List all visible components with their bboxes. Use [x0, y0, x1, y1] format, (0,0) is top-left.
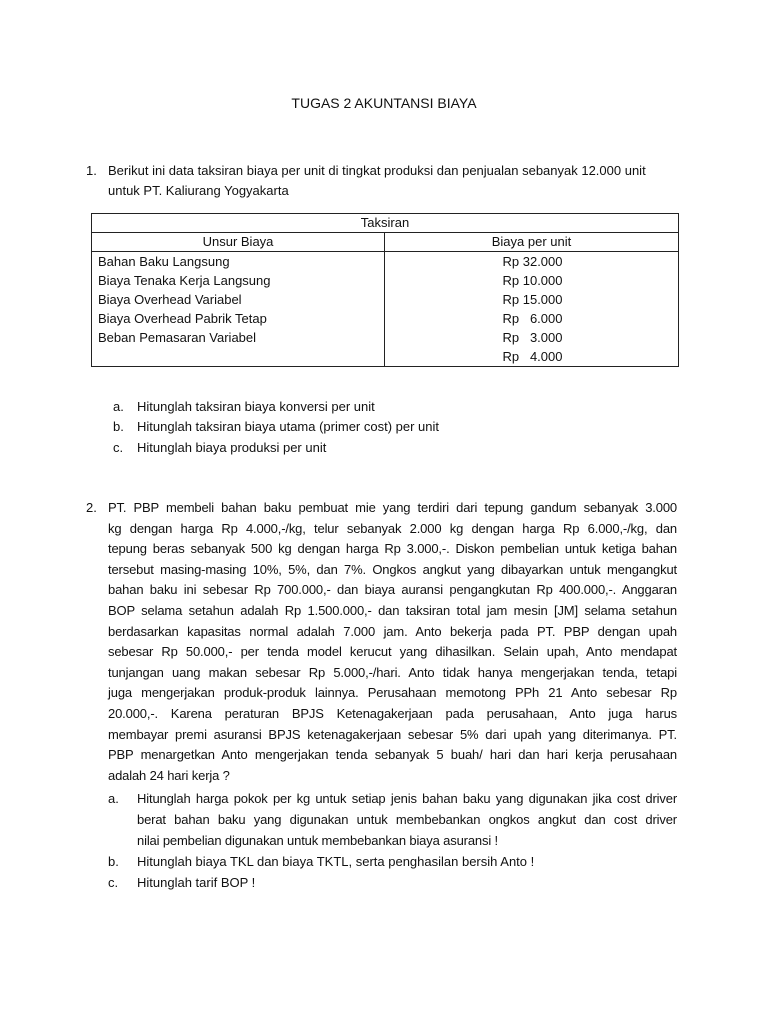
q2-number: 2.: [86, 500, 97, 515]
q2-sub-a-line: berat bahan baku yang digunakan untuk membebankan ongkos angkut dan cost driver: [137, 812, 677, 827]
q1-sub-letter: a.: [113, 399, 124, 414]
table-item: Bahan Baku Langsung: [98, 254, 230, 269]
table-value: Rp 4.000: [502, 349, 563, 364]
q2-line: juga mengerjakan produk-produk lainnya. Perusahaan memotong PPh 21 Anto sebesar Rp: [108, 685, 677, 701]
col-header-biaya: Biaya per unit: [385, 233, 679, 252]
q2-line: tersebut masing-masing 10%, 5%, dan 7%. Ongkos angkut yang dibayarkan untuk mengangkut: [108, 561, 677, 577]
q1-sub-letter: b.: [113, 419, 124, 434]
q2-sub-letter: a.: [108, 791, 119, 806]
q2-line: PT. PBP membeli bahan baku pembuat mie yang terdiri dari tepung gandum sebanyak 3.000: [108, 500, 677, 515]
q2-line: PBP menargetkan Anto mengerjakan tenda sebanyak 5 buah/ hari dan hari kerja perusahaan: [108, 747, 677, 763]
q1-line: untuk PT. Kaliurang Yogyakarta: [108, 183, 289, 198]
q2-line: tunjangan uang makan sebesar Rp 5.000,-/hari. Anto tidak hanya mengerjakan tenda, tetapi: [108, 664, 677, 680]
table-item: Biaya Overhead Variabel: [98, 292, 242, 307]
table-value: Rp 10.000: [502, 273, 563, 288]
col-header-unsur: Unsur Biaya: [92, 233, 385, 252]
q2-line: bahan baku ini sebesar Rp 700.000,- dan biaya auransi pengangkutan Rp 400.000,-. Anggaran: [108, 582, 677, 598]
q2-sub-letter: c.: [108, 875, 119, 890]
table-item: Biaya Overhead Pabrik Tetap: [98, 311, 267, 326]
table-value: Rp 6.000: [502, 311, 563, 326]
table-value: Rp 32.000: [502, 254, 563, 269]
q1-sub-letter: c.: [113, 440, 124, 455]
q2-line: berdasarkan kapasitas normal adalah 7.000 jam. Anto bekerja pada PT. PBP dengan upah: [108, 623, 677, 639]
q2-line: membayar premi asuransi BPJS ketenagakerjaan sebesar 5% dari upah yang diterimanya. PT.: [108, 726, 677, 742]
q2-line: sebesar Rp 50.000,- per tenda model kerucut yang dihasilkan. Selain upah, Anto mendapat: [108, 644, 677, 660]
q2-line: tepung beras sebanyak 500 kg dengan harga Rp 3.000,-. Diskon pembelian untuk ketiga bahan: [108, 541, 677, 557]
q2-line: adalah 24 hari kerja ?: [108, 767, 230, 783]
q2-sub-a-line: nilai pembelian digunakan untuk membebankan biaya asuransi !: [137, 833, 499, 848]
q1-line: Berikut ini data taksiran biaya per unit di tingkat produksi dan penjualan sebanyak 12.000 unit: [108, 163, 646, 178]
table-caption: Taksiran: [92, 214, 679, 233]
q1-sub-text: Hitunglah taksiran biaya utama (primer cost) per unit: [137, 419, 440, 434]
q2-sub-c-text: Hitunglah tarif BOP !: [137, 875, 256, 890]
cost-table: [91, 213, 679, 367]
table-item: Beban Pemasaran Variabel: [98, 330, 257, 345]
q1-number: 1.: [86, 163, 97, 178]
table-value: Rp 15.000: [502, 292, 563, 307]
q2-sub-letter: b.: [108, 854, 119, 869]
q2-line: BOP selama setahun adalah Rp 1.500.000,- dan taksiran total jam mesin [JM] selama setahun: [108, 603, 677, 618]
q1-sub-text: Hitunglah taksiran biaya konversi per unit: [137, 399, 375, 414]
q2-line: kg dengan harga Rp 4.000,-/kg, telur sebanyak 2.000 kg dengan harga Rp 6.000,-/kg, dan: [108, 520, 677, 536]
table-value: Rp 3.000: [502, 330, 563, 345]
q1-sub-text: Hitunglah biaya produksi per unit: [137, 440, 327, 455]
table-item: Biaya Tenaka Kerja Langsung: [98, 273, 271, 288]
q2-sub-b-text: Hitunglah biaya TKL dan biaya TKTL, serta penghasilan bersih Anto !: [137, 854, 535, 869]
q2-line: 20.000,-. Karena peraturan BPJS Ketenagakerjaan pada perusahaan, Anto juga harus: [108, 706, 677, 721]
q2-sub-a-line: Hitunglah harga pokok per kg untuk setiap jenis bahan baku yang digunakan jika cost driver: [137, 791, 677, 806]
document-title: TUGAS 2 AKUNTANSI BIAYA: [291, 95, 477, 111]
